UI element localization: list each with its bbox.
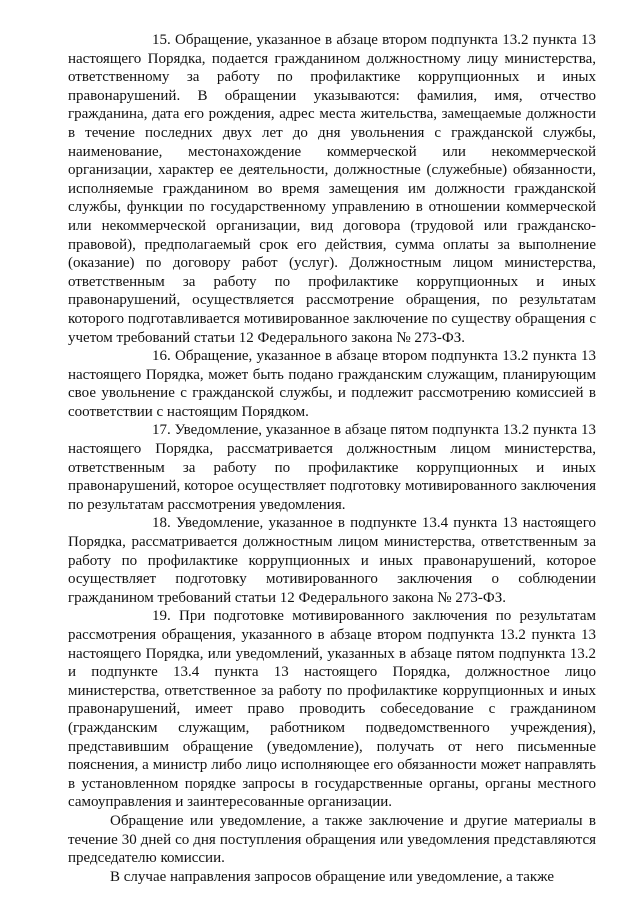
paragraph-text: В случае направления запросов обращение или уведомление, а также: [110, 868, 555, 885]
paragraph-text: Уведомление, указанное в подпункте 13.4 пункта 13 настоящего Порядка, рассматривается должностным лицом министерства, ответственным за работу по профилактике коррупционных и иных правонарушений, которое осуществляет подготовку мотивированного заключения о соблюдении гражданином требований статьи 12 Федерального закона № 273-ФЗ.: [68, 515, 596, 606]
paragraph-text: Обращение, указанное в абзаце втором подпункта 13.2 пункта 13 настоящего Порядка, подается гражданином должностному лицу министерства, ответственному за работу по профилактике коррупционных и иных правонарушений. В обращении указываются: фамилия, имя, отчество гражданина, дата его рождения, адрес места жительства, замещаемые должности в течение последних двух лет до дня увольнения с гражданской службы, наименование, местонахождение коммерческой или некоммерческой организации, характер ее деятельности, должностные (служебные) обязанности, исполняемые гражданином во время замещения им должности гражданской службы, функции по государственному управлению в отношении коммерческой или некоммерческой организации, вид договора (трудовой или гражданско-правовой), предполагаемый срок его действия, сумма оплаты за выполнение (оказание) по договору работ (услуг). Должностным лицом министерства, ответственным за работу по профилактике коррупционных и иных правонарушений, осуществляется рассмотрение обращения, по результатам которого подготавливается мотивированное заключение по существу обращения с учетом требований статьи 12 Федерального закона № 273-ФЗ.: [68, 32, 597, 346]
paragraph-number: 16.: [152, 348, 171, 365]
paragraph-number: 15.: [152, 32, 171, 48]
paragraph-number: 18.: [152, 515, 171, 532]
paragraph-number: 17.: [152, 422, 171, 439]
paragraph-materials: [68, 812, 596, 868]
paragraph-number: 19.: [152, 608, 171, 625]
document-body: [68, 31, 596, 886]
paragraph-text: Обращение, указанное в абзаце втором подпункта 13.2 пункта 13 настоящего Порядка, может быть подано гражданским служащим, планирующим свое увольнение с гражданской службы, и подлежит рассмотрению комиссией в соответствии с настоящим Порядком.: [68, 348, 597, 420]
paragraph-text: Обращение или уведомление, а также заключение и другие материалы в течение 30 дней со дня поступления обращения или уведомления представляются председателю комиссии.: [68, 812, 596, 867]
paragraph-17: [68, 421, 596, 514]
paragraph-19: [68, 607, 596, 812]
paragraph-16: [68, 347, 596, 421]
paragraph-15: [68, 31, 596, 347]
paragraph-text: Уведомление, указанное в абзаце пятом подпункта 13.2 пункта 13 настоящего Порядка, рассматривается должностным лицом министерства, ответственным за работу по профилактике коррупционных и иных правонарушений, которое осуществляет подготовку мотивированного заключения по результатам рассмотрения уведомления.: [68, 422, 597, 513]
paragraph-requests: [68, 868, 596, 887]
paragraph-text: При подготовке мотивированного заключения по результатам рассмотрения обращения, указанного в абзаце втором подпункта 13.2 пункта 13 настоящего Порядка, или уведомлений, указанных в абзаце пятом подпункта 13.2 и подпункте 13.4 пункта 13 настоящего Порядка, должностное лицо министерства, ответственное за работу по профилактике коррупционных и иных правонарушений, имеет право проводить собеседование с гражданином (гражданским служащим, работником подведомственного учреждения), представившим обращение (уведомление), получать от него письменные пояснения, а министр либо лицо исполняющее его обязанности может направлять в установленном порядке запросы в государственные органы, органы местного самоуправления и заинтересованные организации.: [68, 608, 596, 811]
paragraph-18: [68, 514, 596, 607]
